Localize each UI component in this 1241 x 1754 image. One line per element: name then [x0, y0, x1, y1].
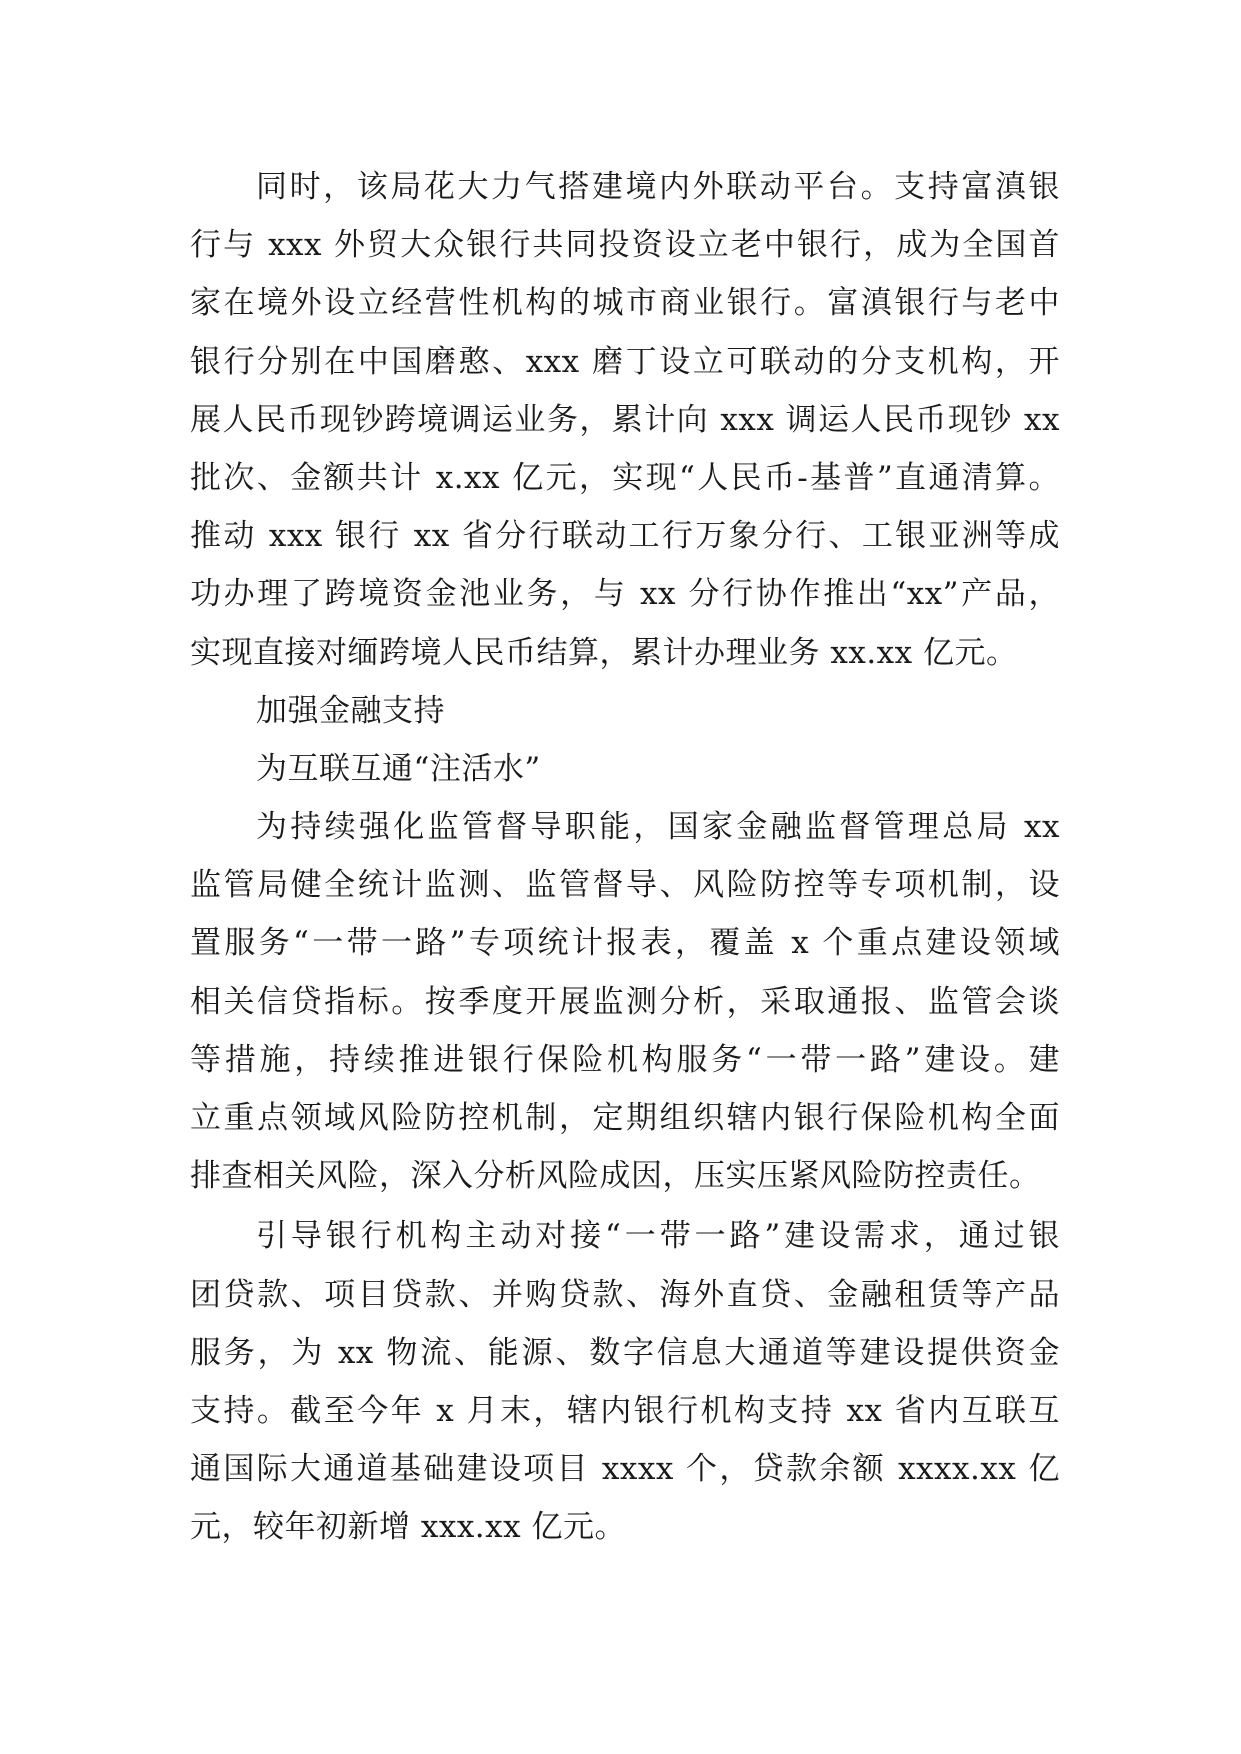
section-subheading: 为互联互通“注活水”	[256, 750, 541, 787]
paragraph-line: 功办理了跨境资金池业务，与 xx 分行协作推出“xx”产品，	[190, 576, 1060, 613]
paragraph-line: 等措施，持续推进银行保险机构服务“一带一路”建设。建	[190, 1041, 1060, 1078]
section-heading: 加强金融支持	[256, 692, 445, 729]
paragraph-line: 家在境外设立经营性机构的城市商业银行。富滇银行与老中	[190, 285, 1060, 322]
paragraph-line: 通国际大通道基础建设项目 xxxx 个，贷款余额 xxxx.xx 亿	[190, 1451, 1060, 1488]
paragraph-line: 置服务“一带一路”专项统计报表，覆盖 x 个重点建设领域	[190, 925, 1060, 962]
paragraph-line: 支持。截至今年 x 月末，辖内银行机构支持 xx 省内互联互	[190, 1392, 1060, 1429]
paragraph-line: 推动 xxx 银行 xx 省分行联动工行万象分行、工银亚洲等成	[190, 518, 1060, 555]
paragraph-line: 行与 xxx 外贸大众银行共同投资设立老中银行，成为全国首	[190, 227, 1060, 264]
paragraph-line: 展人民币现钞跨境调运业务，累计向 xxx 调运人民币现钞 xx	[190, 401, 1060, 438]
paragraph-line: 排查相关风险，深入分析风险成因，压实压紧风险防控责任。	[190, 1158, 1041, 1195]
document-body	[190, 158, 1060, 1557]
paragraph-cross-border-platform	[190, 158, 1060, 682]
paragraph-line: 同时，该局花大力气搭建境内外联动平台。支持富滇银	[256, 169, 1060, 205]
paragraph-line: 监管局健全统计监测、监管督导、风险防控等专项机制，设	[190, 867, 1060, 904]
paragraph-bank-guidance	[190, 1207, 1060, 1556]
paragraph-line: 相关信贷指标。按季度开展监测分析，采取通报、监管会谈	[190, 983, 1060, 1020]
paragraph-line: 元，较年初新增 xxx.xx 亿元。	[190, 1509, 626, 1546]
paragraph-line: 团贷款、项目贷款、并购贷款、海外直贷、金融租赁等产品	[190, 1276, 1060, 1313]
paragraph-line: 银行分别在中国磨憨、xxx 磨丁设立可联动的分支机构，开	[190, 343, 1060, 380]
paragraph-line: 实现直接对缅跨境人民币结算，累计办理业务 xx.xx 亿元。	[190, 634, 1018, 671]
paragraph-line: 立重点领域风险防控机制，定期组织辖内银行保险机构全面	[190, 1100, 1060, 1136]
paragraph-line: 服务，为 xx 物流、能源、数字信息大通道等建设提供资金	[190, 1334, 1060, 1371]
paragraph-line: 批次、金额共计 x.xx 亿元，实现“人民币-基普”直通清算。	[190, 459, 1060, 496]
paragraph-supervision	[190, 798, 1060, 1205]
paragraph-line: 为持续强化监管督导职能，国家金融监督管理总局 xx	[256, 809, 1060, 846]
paragraph-line: 引导银行机构主动对接“一带一路”建设需求，通过银	[256, 1218, 1060, 1255]
